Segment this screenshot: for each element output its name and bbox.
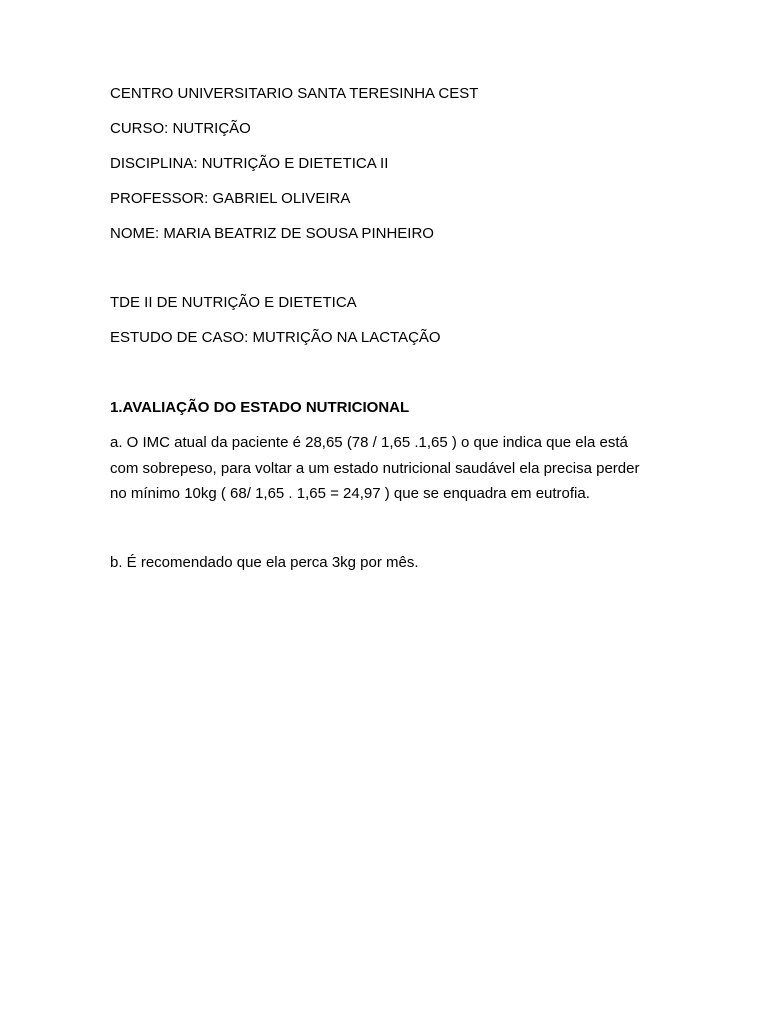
item-a-line-2: com sobrepeso, para voltar a um estado nutricional saudável ela precisa perder	[110, 460, 640, 477]
institution-line: CENTRO UNIVERSITARIO SANTA TERESINHA CEST	[110, 85, 479, 102]
item-a-line-3: no mínimo 10kg ( 68/ 1,65 . 1,65 = 24,97 ) que se enquadra em eutrofia.	[110, 485, 590, 502]
section-heading: 1.AVALIAÇÃO DO ESTADO NUTRICIONAL	[110, 399, 410, 416]
item-a-line-1: a. O IMC atual da paciente é 28,65 (78 / 1,65 .1,65 ) o que indica que ela está	[110, 434, 628, 451]
assignment-title: TDE II DE NUTRIÇÃO E DIETETICA	[110, 294, 357, 311]
item-b-paragraph: b. É recomendado que ela perca 3kg por mês.	[110, 554, 419, 571]
student-name-line: NOME: MARIA BEATRIZ DE SOUSA PINHEIRO	[110, 225, 434, 242]
discipline-line: DISCIPLINA: NUTRIÇÃO E DIETETICA II	[110, 155, 389, 172]
professor-line: PROFESSOR: GABRIEL OLIVEIRA	[110, 190, 351, 207]
case-study-title: ESTUDO DE CASO: MUTRIÇÃO NA LACTAÇÃO	[110, 329, 441, 346]
course-line: CURSO: NUTRIÇÃO	[110, 120, 251, 137]
